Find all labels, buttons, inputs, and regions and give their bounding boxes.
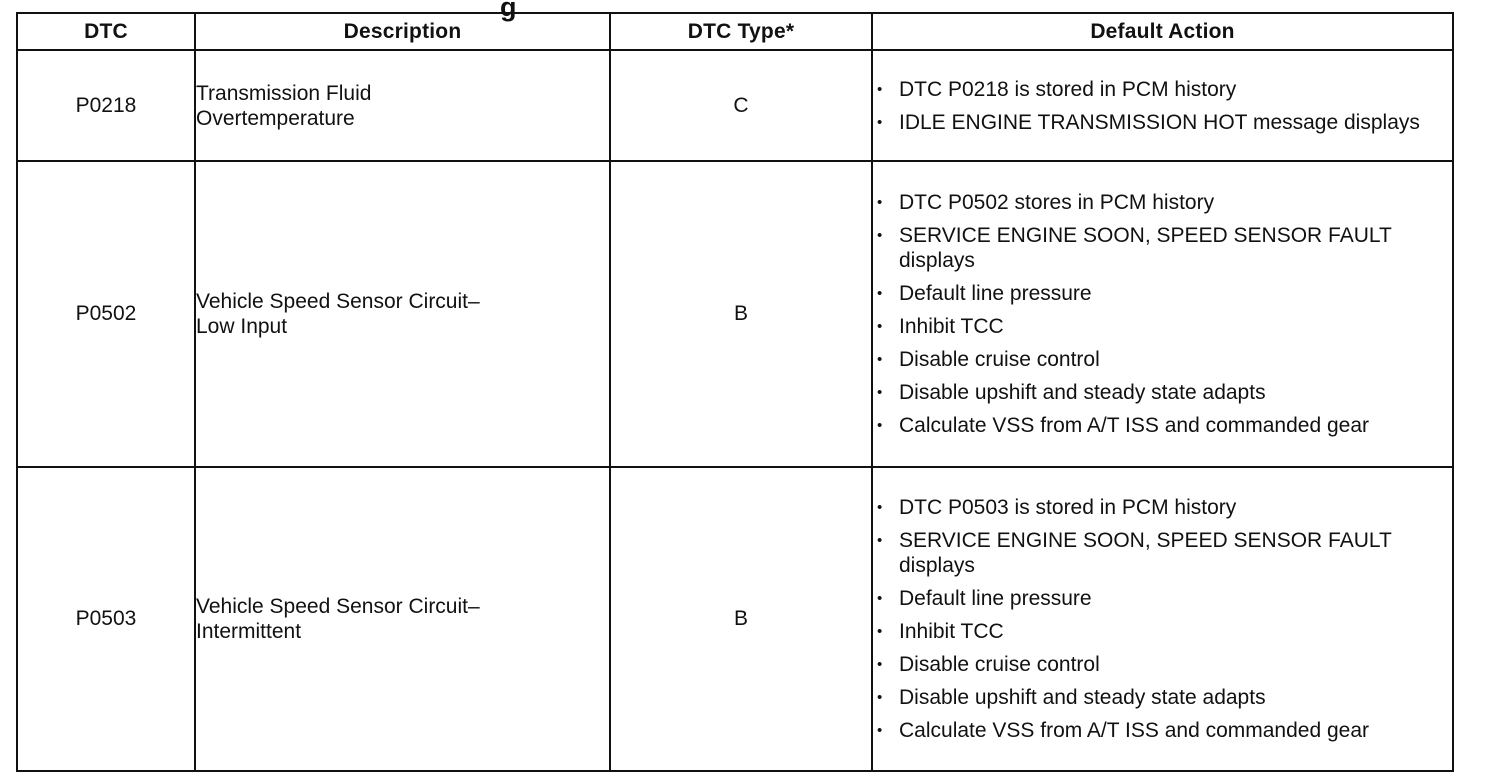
description-line: Vehicle Speed Sensor Circuit– [196, 290, 480, 313]
header-dtc: DTC [17, 13, 195, 50]
default-action-list [873, 77, 1452, 135]
default-action-cell [872, 50, 1453, 161]
description-line: Vehicle Speed Sensor Circuit– [196, 595, 480, 618]
dtc-type: C [610, 50, 872, 161]
table-row [17, 161, 1453, 467]
description-line: Intermittent [196, 620, 302, 643]
table-header-row [17, 13, 1453, 50]
action-item: • DTC P0503 is stored in PCM history [873, 495, 1452, 520]
action-item: • Calculate VSS from A/T ISS and commanded gear [873, 718, 1452, 743]
dtc-description [195, 50, 610, 161]
dtc-code: P0503 [17, 467, 195, 771]
action-item: • IDLE ENGINE TRANSMISSION HOT message displays [873, 110, 1452, 135]
action-item: • Disable cruise control [873, 652, 1452, 677]
cropped-title-fragment: g [500, 0, 517, 22]
table-row [17, 467, 1453, 771]
description-line: Transmission Fluid [196, 81, 372, 105]
default-action-list [873, 495, 1452, 743]
action-item: • Disable upshift and steady state adapts [873, 380, 1452, 405]
header-description: Description [195, 13, 610, 50]
header-dtc-type: DTC Type* [610, 13, 872, 50]
action-item: • Default line pressure [873, 586, 1452, 611]
dtc-table [16, 12, 1454, 772]
action-item: • Disable upshift and steady state adapts [873, 685, 1452, 710]
action-item: • Inhibit TCC [873, 314, 1452, 339]
action-item: • Default line pressure [873, 281, 1452, 306]
description-line: Low Input [196, 315, 288, 338]
dtc-description [195, 467, 610, 771]
dtc-type: B [610, 161, 872, 467]
dtc-type: B [610, 467, 872, 771]
default-action-cell [872, 467, 1453, 771]
action-item: • Inhibit TCC [873, 619, 1452, 644]
action-item: • DTC P0502 stores in PCM history [873, 190, 1452, 215]
action-item: • DTC P0218 is stored in PCM history [873, 77, 1452, 102]
description-line: Overtemperature [196, 106, 355, 130]
dtc-code: P0218 [17, 50, 195, 161]
action-item: • Disable cruise control [873, 347, 1452, 372]
header-default-action: Default Action [872, 13, 1453, 50]
default-action-cell [872, 161, 1453, 467]
dtc-description [195, 161, 610, 467]
action-item: • SERVICE ENGINE SOON, SPEED SENSOR FAULT displays [873, 528, 1452, 578]
default-action-list [873, 190, 1452, 438]
table-row [17, 50, 1453, 161]
dtc-code: P0502 [17, 161, 195, 467]
action-item: • Calculate VSS from A/T ISS and commanded gear [873, 413, 1452, 438]
action-item: • SERVICE ENGINE SOON, SPEED SENSOR FAULT displays [873, 223, 1452, 273]
